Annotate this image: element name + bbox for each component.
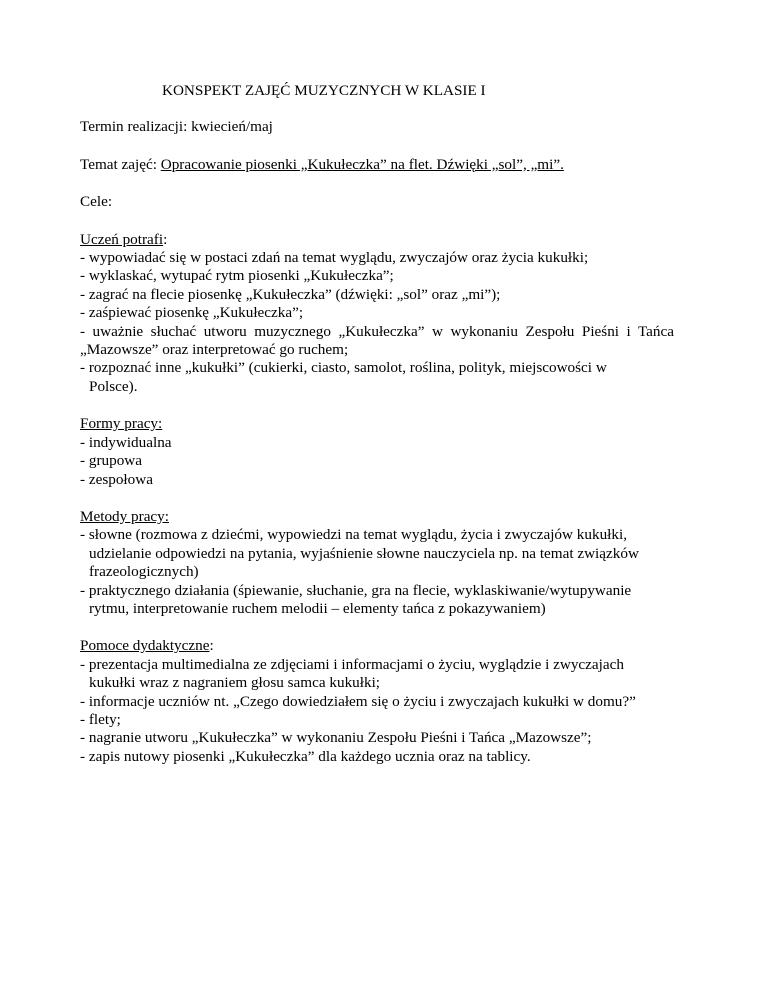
uczen-heading-text: Uczeń potrafi [80, 230, 164, 248]
list-item: - informacje uczniów nt. „Czego dowiedziałem się o życiu i zwyczajach kukułki w domu?” [80, 692, 636, 710]
list-item-line: frazeologicznych) [89, 563, 199, 581]
list-item-line: kukułki wraz z nagraniem głosu samca kukułki; [89, 674, 381, 692]
uczen-potrafi-heading [80, 231, 680, 249]
temat-zajec [80, 156, 680, 174]
temat-value: Opracowanie piosenki „Kukułeczka” na flet. Dźwięki „sol”, „mi”. [160, 155, 564, 173]
list-item: - grupowa [80, 452, 142, 470]
list-item: - zapis nutowy piosenki „Kukułeczka” dla każdego ucznia oraz na tablicy. [80, 747, 531, 765]
formy-pracy-section [80, 415, 680, 489]
pomoce-dydaktyczne-section [80, 637, 680, 766]
pomoce-dydaktyczne-heading [80, 637, 680, 655]
list-item: - nagranie utworu „Kukułeczka” w wykonaniu Zespołu Pieśni i Tańca „Mazowsze”; [80, 729, 592, 747]
metody-pracy-heading: Metody pracy: [80, 507, 169, 525]
formy-pracy-heading: Formy pracy: [80, 415, 163, 433]
list-item [80, 323, 680, 360]
list-item [80, 526, 680, 581]
list-item: - zaśpiewać piosenkę „Kukułeczka”; [80, 304, 304, 322]
uczen-potrafi-section [80, 231, 680, 397]
pomoce-heading-text: Pomoce dydaktyczne [80, 637, 210, 655]
list-item: - wyklaskać, wytupać rytm piosenki „Kukułeczka”; [80, 267, 394, 285]
list-item-line: rytmu, interpretowanie ruchem melodii – elementy tańca z pokazywaniem) [89, 599, 546, 617]
list-item: - indywidualna [80, 433, 172, 451]
list-item-line: Polsce). [89, 377, 138, 395]
cele-label: Cele: [80, 193, 113, 211]
list-item [80, 359, 680, 396]
metody-pracy-section [80, 508, 680, 618]
metody-pracy-list [80, 526, 680, 618]
termin-realizacji: Termin realizacji: kwiecień/maj [80, 118, 273, 136]
list-item [80, 656, 680, 693]
pomoce-heading-colon: : [209, 637, 214, 655]
list-item-line: - rozpoznać inne „kukułki” (cukierki, ciasto, samolot, roślina, polityk, miejscowości w [80, 359, 607, 377]
pomoce-dydaktyczne-list [80, 656, 680, 766]
list-item: - zagrać na flecie piosenkę „Kukułeczka” (dźwięki: „sol” oraz „mi”); [80, 285, 501, 303]
temat-label: Temat zajęć: [80, 155, 161, 173]
document-page [80, 82, 680, 766]
formy-pracy-list [80, 434, 680, 489]
uczen-heading-colon: : [163, 230, 168, 248]
list-item: - flety; [80, 710, 121, 728]
list-item-line: udzielanie odpowiedzi na pytania, wyjaśnienie słowne nauczyciela np. na temat związków [89, 544, 639, 562]
list-item-line: - uważnie słuchać utworu muzycznego „Kukułeczka” w wykonaniu Zespołu Pieśni i Tańca [80, 322, 674, 340]
list-item-line: - prezentacja multimedialna ze zdjęciami i informacjami o życiu, wyglądzie i zwyczajach [80, 655, 624, 673]
list-item: - wypowiadać się w postaci zdań na temat wyglądu, zwyczajów oraz życia kukułki; [80, 249, 589, 267]
list-item-line: - słowne (rozmowa z dziećmi, wypowiedzi na temat wyglądu, życia i zwyczajów kukułki, [80, 526, 627, 544]
list-item-line: „Mazowsze” oraz interpretować go ruchem; [80, 341, 349, 359]
list-item-line: - praktycznego działania (śpiewanie, słuchanie, gra na flecie, wyklaskiwanie/wytupywanie [80, 581, 632, 599]
list-item [80, 582, 680, 619]
list-item: - zespołowa [80, 470, 153, 488]
document-title: KONSPEKT ZAJĘĆ MUZYCZNYCH W KLASIE I [162, 82, 486, 99]
uczen-potrafi-list [80, 249, 680, 396]
